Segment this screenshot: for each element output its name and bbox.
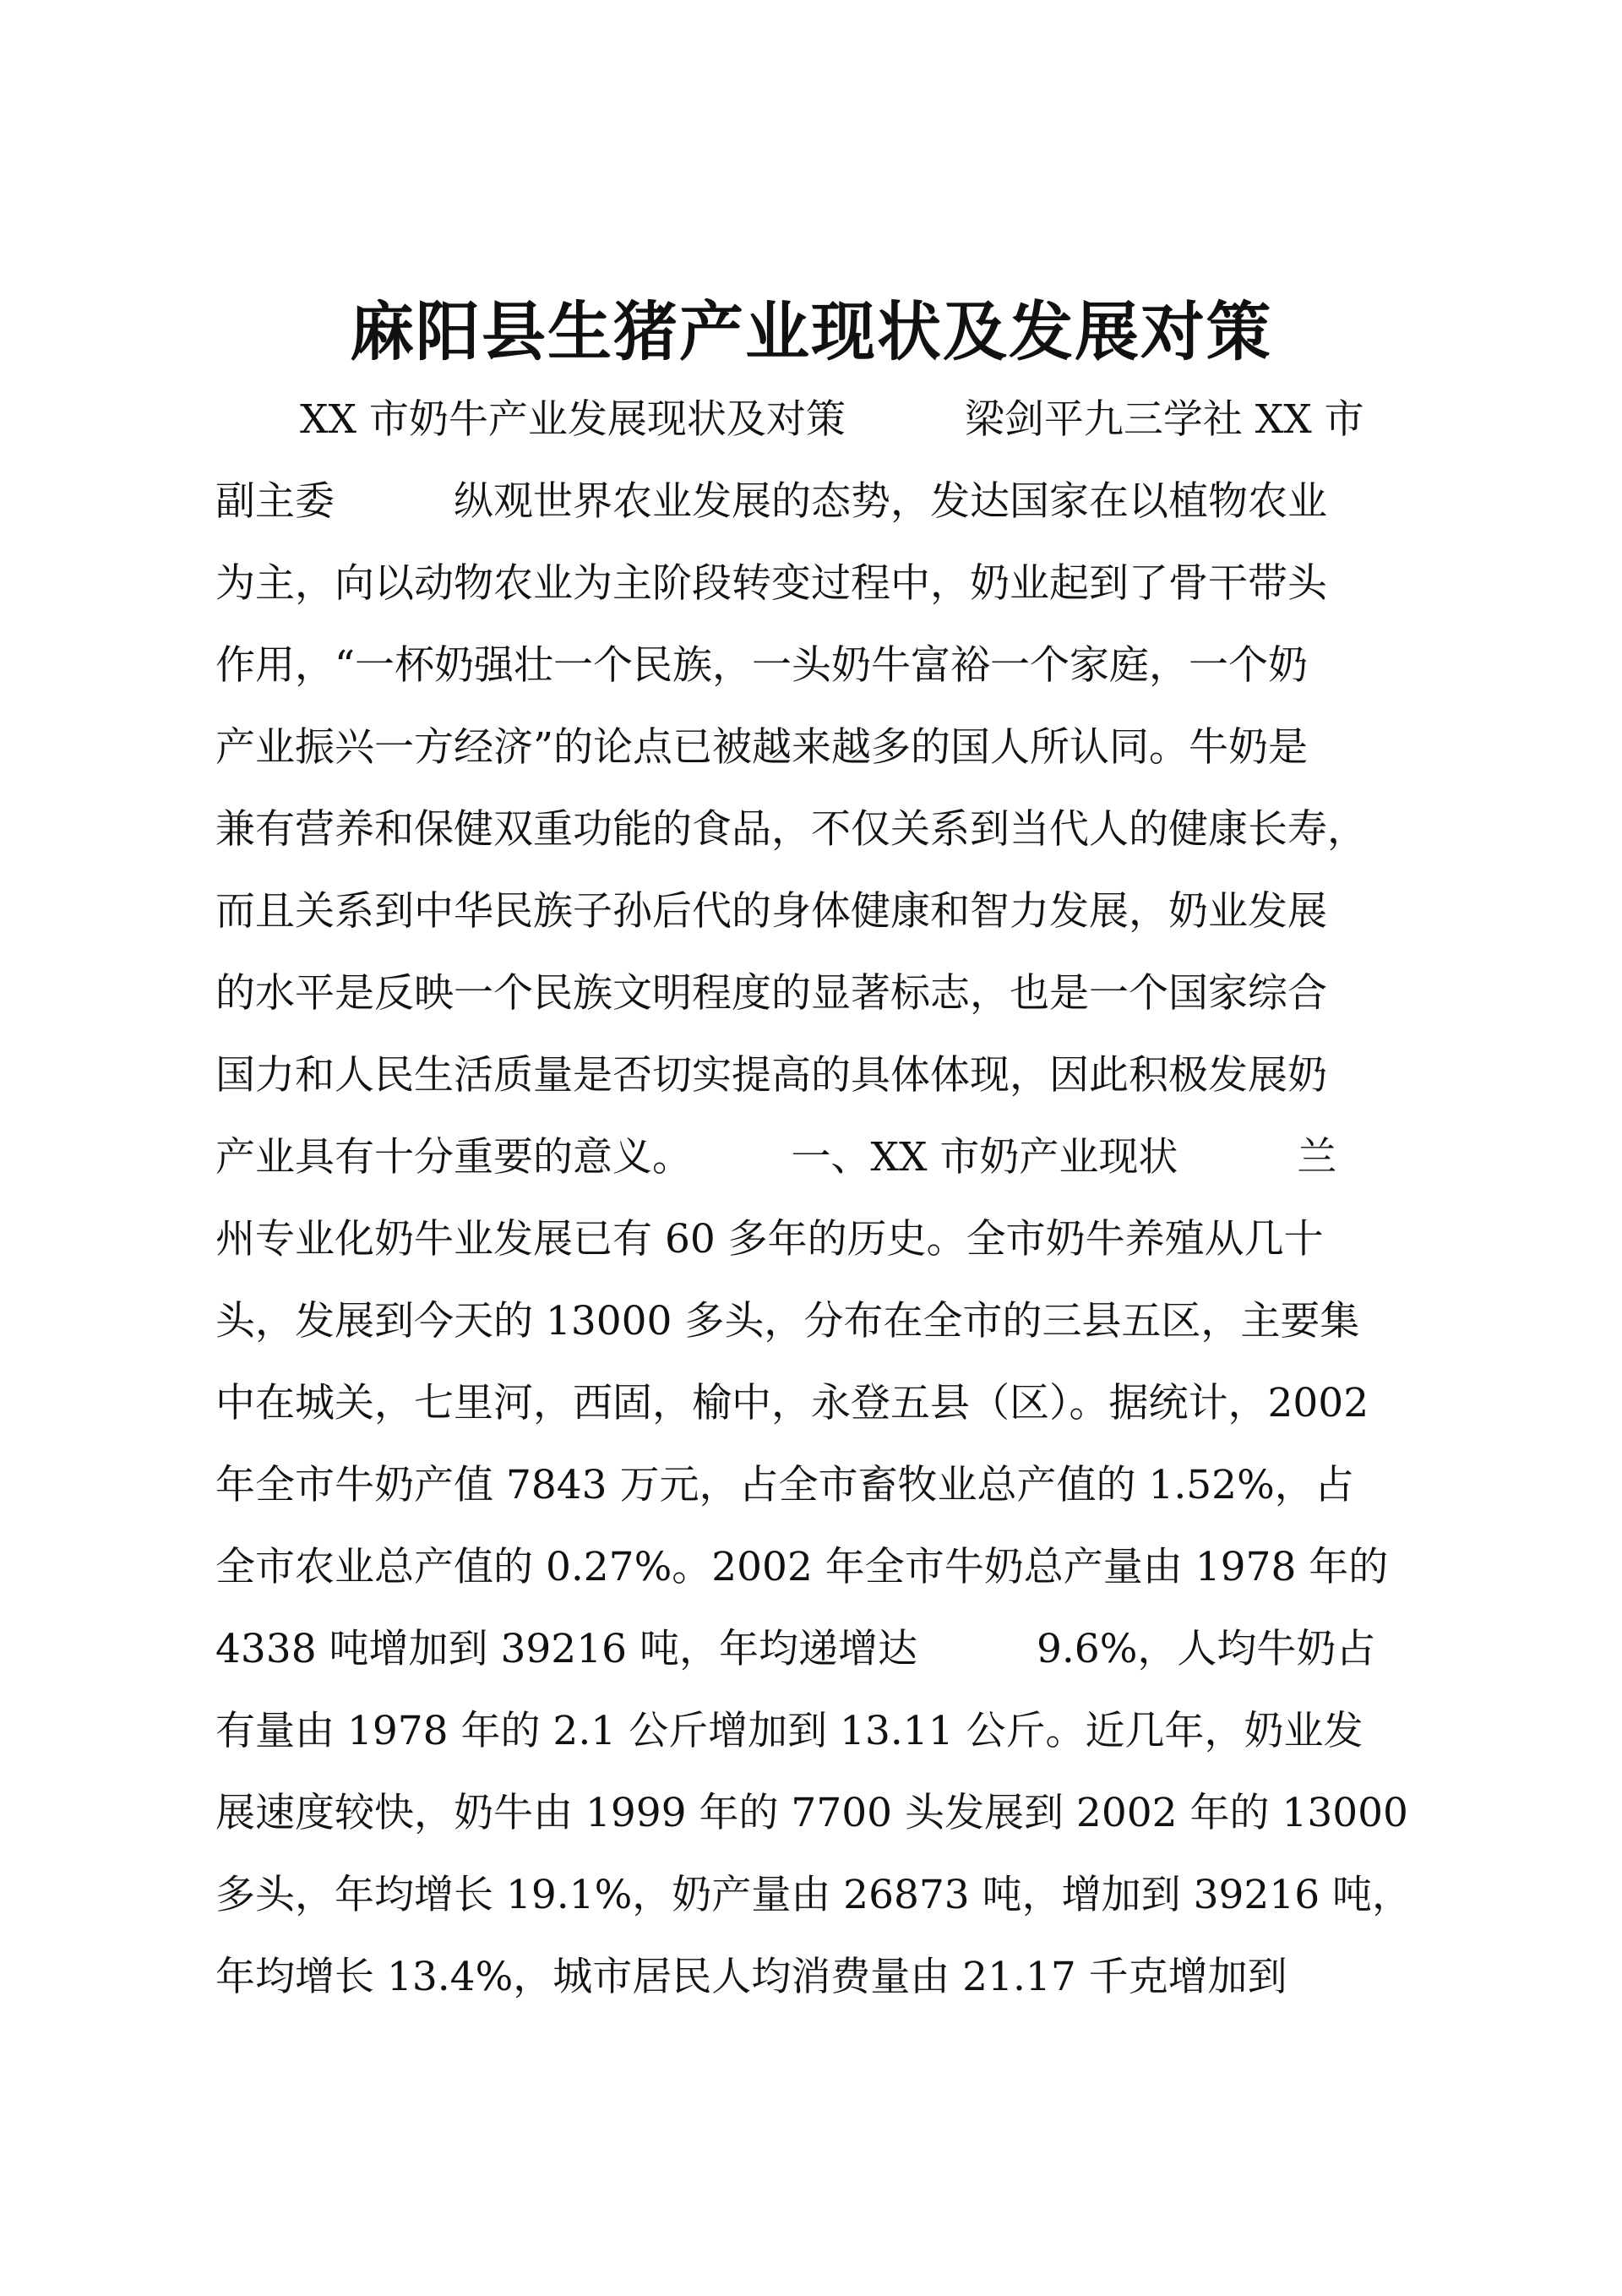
- document-body: [215, 379, 1432, 2018]
- body-line: 中在城关，七里河，西固，榆中，永登五县（区）。据统计，2002: [215, 1380, 1369, 1426]
- body-line: 年全市牛奶产值 7843 万元，占全市畜牧业总产值的 1.52%，占: [215, 1462, 1354, 1508]
- body-line: 副主委 纵观世界农业发展的态势，发达国家在以植物农业: [215, 478, 1327, 525]
- body-line: 年均增长 13.4%，城市居民人均消费量由 21.17 千克增加到: [215, 1954, 1287, 2000]
- body-line: 州专业化奶牛业发展已有 60 多年的历史。全市奶牛养殖从几十: [215, 1216, 1324, 1263]
- body-line: 有量由 1978 年的 2.1 公斤增加到 13.11 公斤。近几年，奶业发: [215, 1708, 1363, 1754]
- body-line: 多头，年均增长 19.1%，奶产量由 26873 吨，增加到 39216 吨，: [215, 1872, 1412, 1918]
- body-line: 的水平是反映一个民族文明程度的显著标志，也是一个国家综合: [215, 970, 1327, 1017]
- body-line: 而且关系到中华民族子孙后代的身体健康和智力发展，奶业发展: [215, 888, 1327, 935]
- body-line: 产业具有十分重要的意义。 一、XX 市奶产业现状 兰: [215, 1134, 1337, 1181]
- body-line: 国力和人民生活质量是否切实提高的具体体现，因此积极发展奶: [215, 1052, 1327, 1099]
- document-title: 麻阳县生猪产业现状及发展对策: [350, 294, 1272, 369]
- body-line: 作用，“一杯奶强壮一个民族，一头奶牛富裕一个家庭，一个奶: [215, 642, 1309, 689]
- body-line: 兼有营养和保健双重功能的食品，不仅关系到当代人的健康长寿，: [215, 806, 1367, 853]
- body-line: 产业振兴一方经济”的论点已被越来越多的国人所认同。牛奶是: [215, 724, 1309, 771]
- body-line: 展速度较快，奶牛由 1999 年的 7700 头发展到 2002 年的 13000: [215, 1790, 1408, 1836]
- body-line: 4338 吨增加到 39216 吨，年均递增达 9.6%，人均牛奶占: [215, 1626, 1376, 1672]
- body-line: 为主，向以动物农业为主阶段转变过程中，奶业起到了骨干带头: [215, 560, 1327, 607]
- body-line: 头，发展到今天的 13000 多头，分布在全市的三县五区，主要集: [215, 1298, 1360, 1344]
- body-line: XX 市奶牛产业发展现状及对策 梁剑平九三学社 XX 市: [300, 396, 1364, 443]
- body-line: 全市农业总产值的 0.27%。2002 年全市牛奶总产量由 1978 年的: [215, 1544, 1389, 1590]
